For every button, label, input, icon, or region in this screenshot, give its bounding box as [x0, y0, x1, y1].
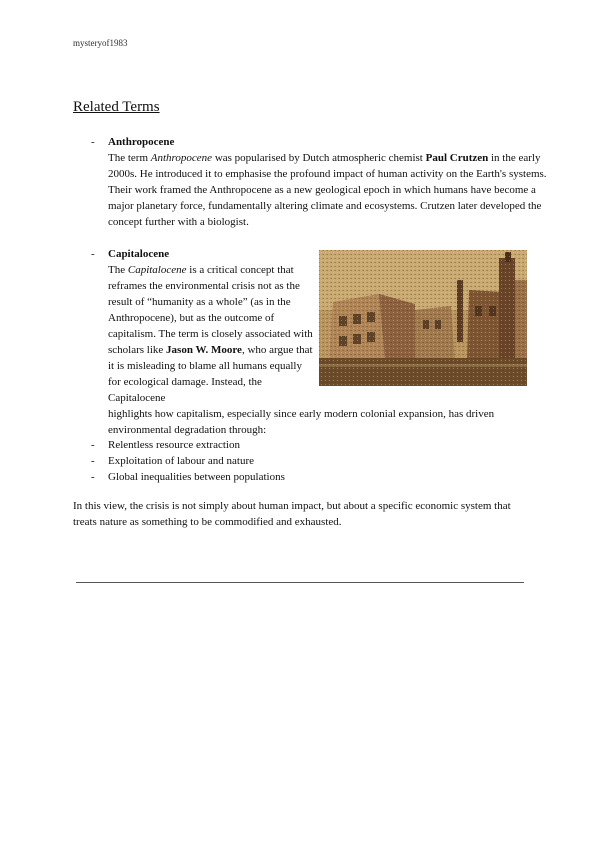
- list-item: Exploitation of labour and nature: [108, 455, 255, 467]
- conclusion-paragraph: In this view, the crisis is not simply about human impact, but about a specific economic system that treats nature as something to be commodified and exhausted.: [73, 500, 511, 528]
- emphasis: Anthropocene: [150, 152, 213, 164]
- list-item: Relentless resource extraction: [108, 439, 240, 451]
- anthropocene-paragraph: [108, 150, 548, 230]
- list-dash: -: [91, 136, 95, 148]
- text: is a critical concept that reframes the environmental crisis not as the result of “humanity as a whole” (as in the Anthropocene), but as the outcome of capitalism. The term is closely associated with scholars like: [108, 264, 313, 356]
- horizontal-rule: [76, 582, 524, 583]
- page-header: mysteryof1983: [73, 38, 128, 48]
- capitalocene-paragraph-continued: highlights how capitalism, especially since early modern colonial expansion, has driven environmental degradation through:: [108, 408, 495, 436]
- text: The term: [108, 152, 151, 164]
- emphasis: Capitalocene: [127, 264, 187, 276]
- term-capitalocene: Capitalocene: [108, 248, 170, 260]
- capitalocene-paragraph: [108, 262, 313, 406]
- text: in the early 2000s. He introduced it to emphasise the profound impact of human activity on the Earth's systems. Their work framed the Anthropocene as a new geological epoch in which humans have become a major planetary force, fundamentally altering climate and ecosystems. Crutzen later developed the concept further with a biologist.: [108, 152, 547, 228]
- bold-name: Paul Crutzen: [425, 152, 489, 164]
- list-dash: -: [91, 455, 95, 467]
- industrial-ruins-photo: [319, 250, 527, 386]
- text: The: [108, 264, 128, 276]
- list-dash: -: [91, 248, 95, 260]
- list-item: Global inequalities between populations: [108, 471, 285, 483]
- bold-name: Jason W. Moore: [166, 344, 242, 356]
- list-dash: -: [91, 471, 95, 483]
- section-heading: Related Terms: [73, 99, 160, 115]
- term-anthropocene: Anthropocene: [108, 136, 175, 148]
- list-dash: -: [91, 439, 95, 451]
- text: was popularised by Dutch atmospheric chemist: [212, 152, 426, 164]
- text: , who argue that it is misleading to blame all humans equally for ecological damage. Instead, the Capitalocene: [108, 344, 313, 404]
